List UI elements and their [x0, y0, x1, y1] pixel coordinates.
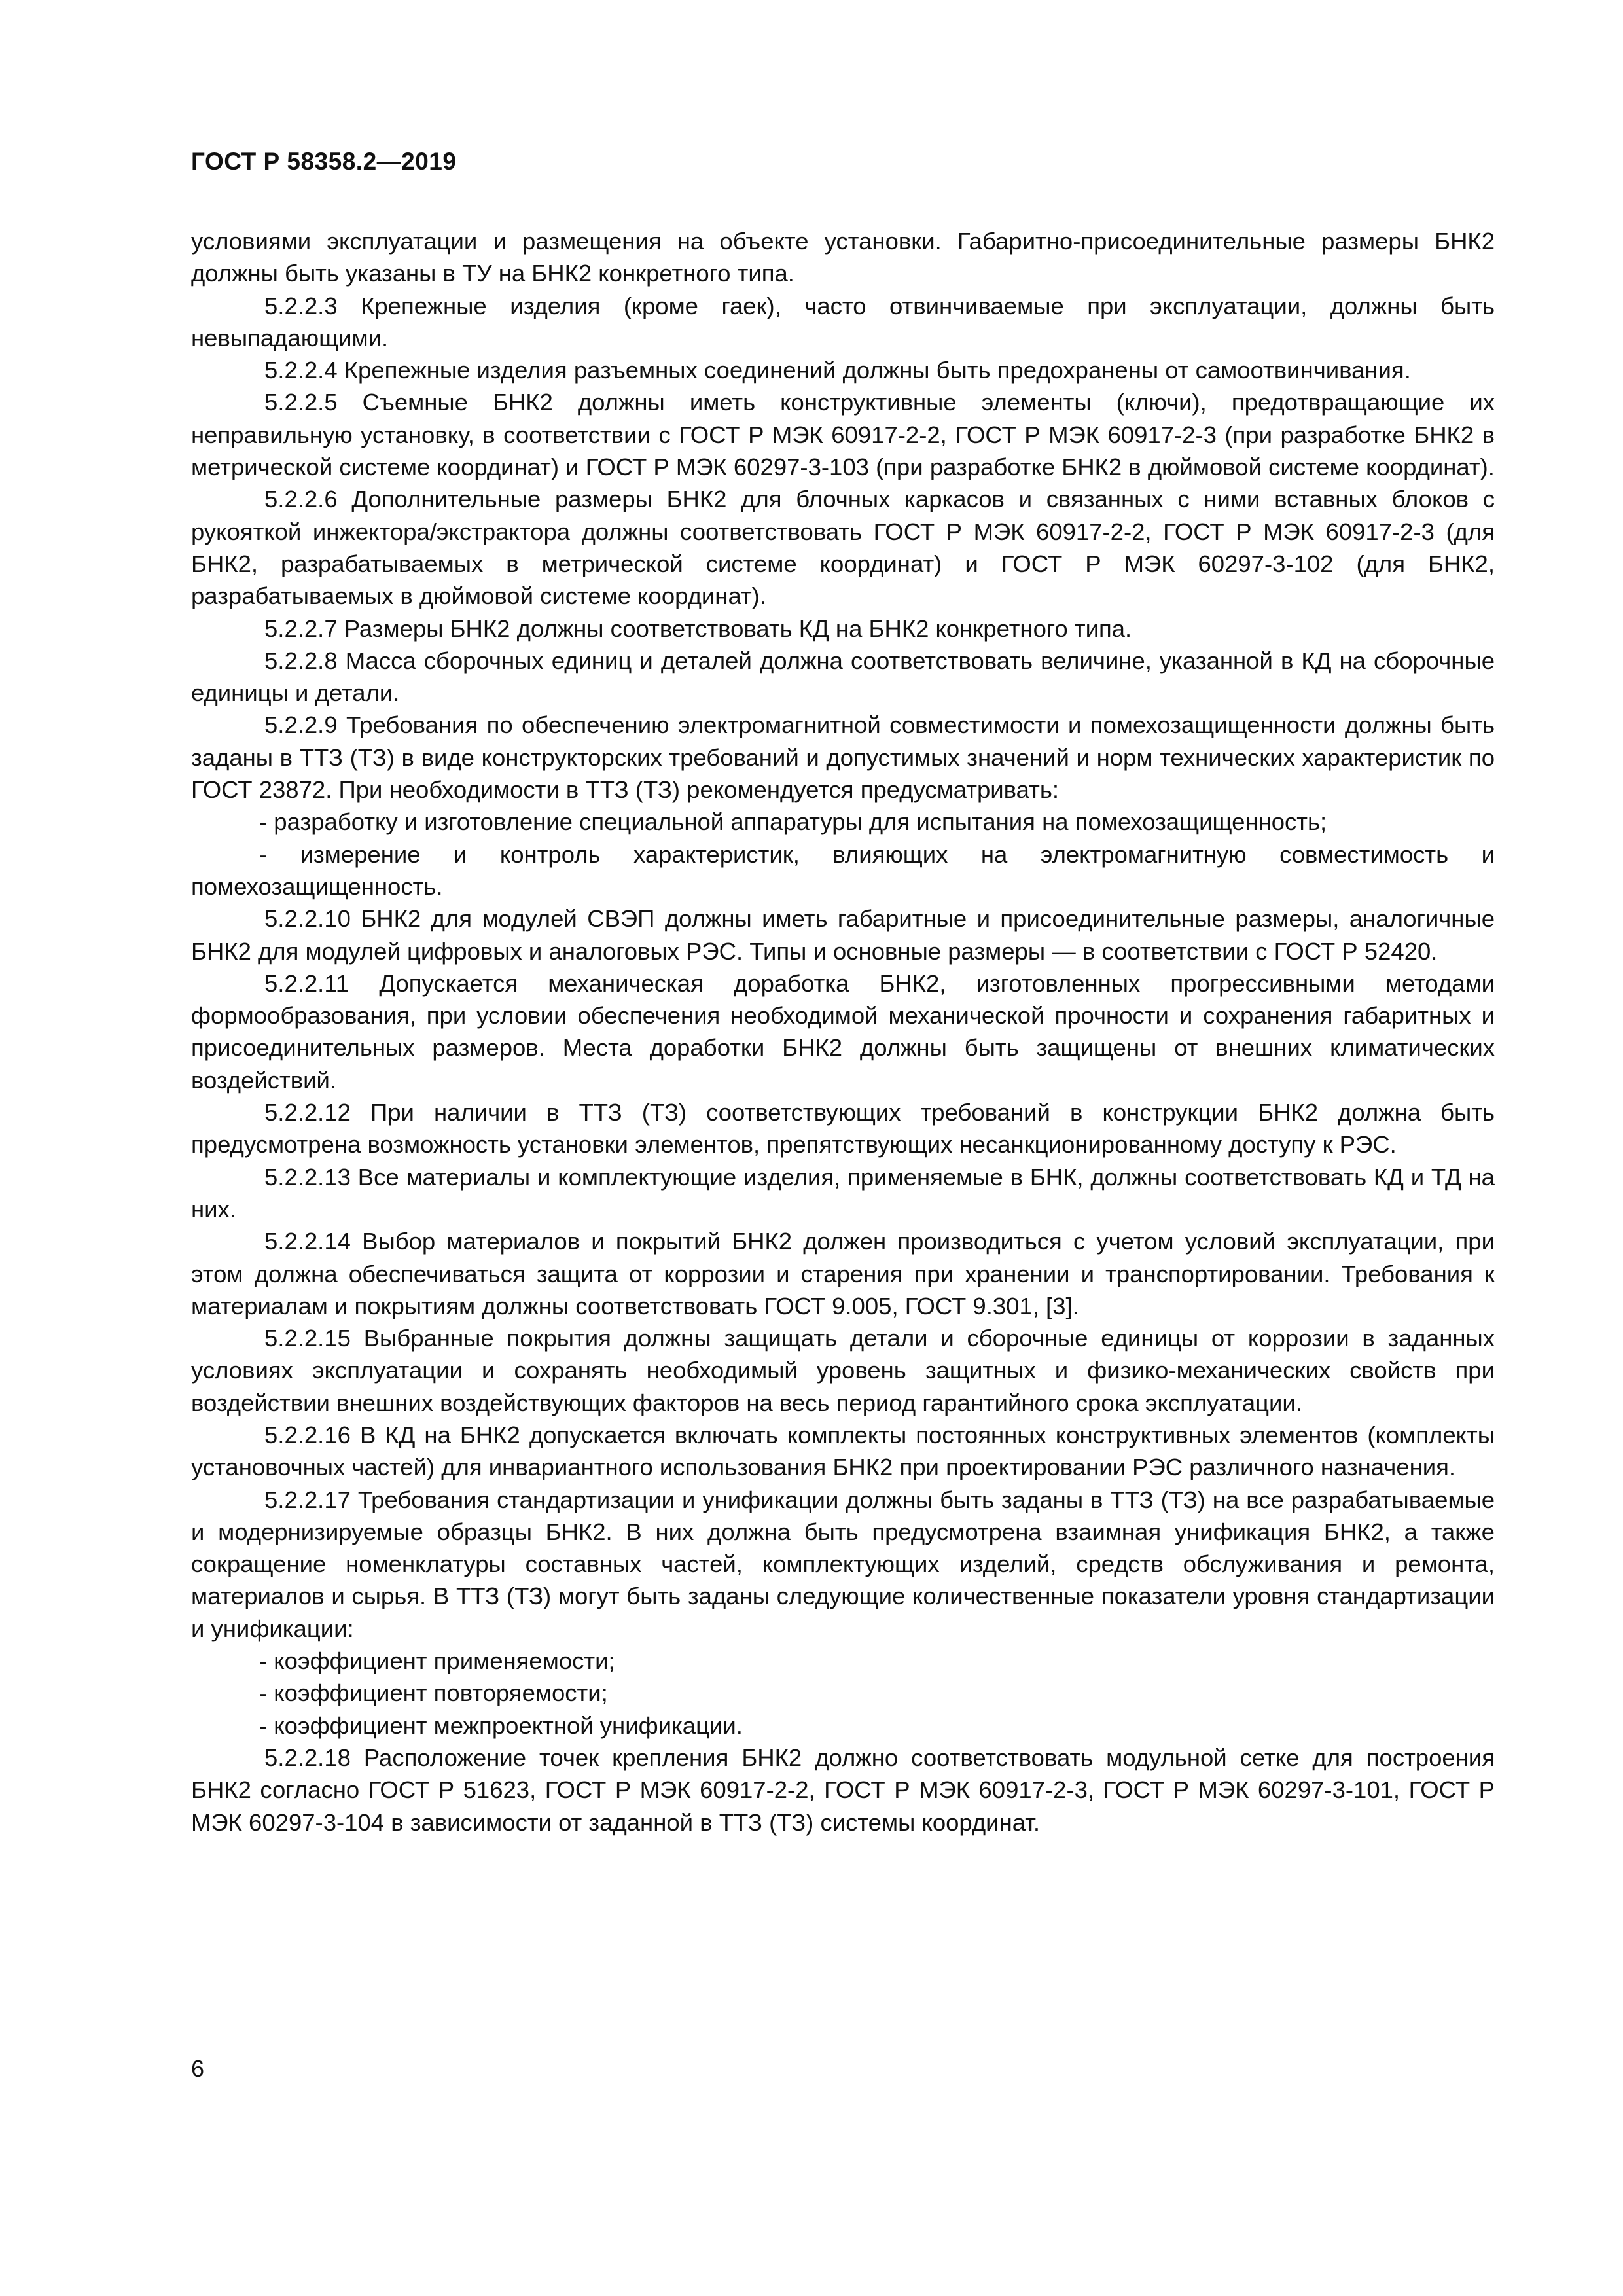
paragraph-5-2-2-18: 5.2.2.18 Расположение точек крепления БНК2 должно соответствовать модульной сетке для построения БНК2 согласно ГОСТ Р 51623, ГОСТ Р МЭК 60917-2-2, ГОСТ Р МЭК 60917-2-3, ГОСТ Р МЭК 60297-3-101, ГОСТ Р МЭК 60297-3-104 в зависимости от заданной в ТТЗ (ТЗ) системы координат.: [191, 1744, 1495, 1836]
paragraph-5-2-2-13: 5.2.2.13 Все материалы и комплектующие изделия, применяемые в БНК, должны соответствовать КД и ТД на них.: [191, 1163, 1495, 1223]
paragraph-5-2-2-17: 5.2.2.17 Требования стандартизации и унификации должны быть заданы в ТТЗ (ТЗ) на все разрабатываемые и модернизируемые образцы БНК2. В них должна быть предусмотрена взаимная унификация БНК2, а также сокращение номенклатуры составных частей, комплектующих изделий, средств обслуживания и ремонта, материалов и сырья. В ТТЗ (ТЗ) могут быть заданы следующие количественные показатели уровня стандартизации и унификации:: [191, 1486, 1495, 1642]
standard-designation: ГОСТ Р 58358.2—2019: [191, 148, 457, 175]
paragraph-5-2-2-10: 5.2.2.10 БНК2 для модулей СВЭП должны иметь габаритные и присоединительные размеры, аналогичные БНК2 для модулей цифровых и аналоговых РЭС. Типы и основные размеры — в соответствии с ГОСТ Р 52420.: [191, 905, 1495, 965]
paragraph-5-2-2-8: 5.2.2.8 Масса сборочных единиц и деталей должна соответствовать величине, указанной в КД на сборочные единицы и детали.: [191, 647, 1495, 707]
paragraph-continuation: условиями эксплуатации и размещения на объекте установки. Габаритно-присоединительные размеры БНК2 должны быть указаны в ТУ на БНК2 конкретного типа.: [191, 228, 1495, 287]
paragraph-5-2-2-4: 5.2.2.4 Крепежные изделия разъемных соединений должны быть предохранены от самоотвинчивания.: [264, 357, 1411, 384]
list-item: - коэффициент межпроектной унификации.: [259, 1712, 743, 1739]
list-item: - измерение и контроль характеристик, влияющих на электромагнитную совместимость и помехозащищенность.: [191, 840, 1495, 900]
paragraph-5-2-2-14: 5.2.2.14 Выбор материалов и покрытий БНК2 должен производиться с учетом условий эксплуатации, при этом должна обеспечиваться защита от коррозии и старения при хранении и транспортировании. Требования к материалам и покрытиям должны соответствовать ГОСТ 9.005, ГОСТ 9.301, [3].: [191, 1228, 1495, 1319]
paragraph-5-2-2-16: 5.2.2.16 В КД на БНК2 допускается включать комплекты постоянных конструктивных элементов (комплекты установочных частей) для инвариантного использования БНК2 при проектировании РЭС различного назначения.: [191, 1421, 1495, 1481]
paragraph-5-2-2-15: 5.2.2.15 Выбранные покрытия должны защищать детали и сборочные единицы от коррозии в заданных условиях эксплуатации и сохранять необходимый уровень защитных и физико-механических свойств при воздействии внешних воздействующих факторов на весь период гарантийного срока эксплуатации.: [191, 1325, 1495, 1416]
paragraph-5-2-2-11: 5.2.2.11 Допускается механическая доработка БНК2, изготовленных прогрессивными методами формообразования, при условии обеспечения необходимой механической прочности и сохранения габаритных и присоединительных размеров. Места доработки БНК2 должны быть защищены от внешних климатических воздействий.: [191, 969, 1495, 1094]
list-item: - разработку и изготовление специальной аппаратуры для испытания на помехозащищенность;: [259, 808, 1327, 836]
paragraph-5-2-2-3: 5.2.2.3 Крепежные изделия (кроме гаек), часто отвинчиваемые при эксплуатации, должны быть невыпадающими.: [191, 292, 1495, 351]
list-item: - коэффициент применяемости;: [259, 1647, 615, 1675]
document-body: [191, 225, 1495, 1839]
paragraph-5-2-2-6: 5.2.2.6 Дополнительные размеры БНК2 для блочных каркасов и связанных с ними вставных блоков с рукояткой инжектора/экстрактора должны соответствовать ГОСТ Р МЭК 60917-2-2, ГОСТ Р МЭК 60917-2-3 (для БНК2, разрабатываемых в метрической системе координат) и ГОСТ Р МЭК 60297-3-102 (для БНК2, разрабатываемых в дюймовой системе координат).: [191, 486, 1495, 610]
list-item: - коэффициент повторяемости;: [259, 1679, 608, 1707]
paragraph-5-2-2-9: 5.2.2.9 Требования по обеспечению электромагнитной совместимости и помехозащищенности должны быть заданы в ТТЗ (ТЗ) в виде конструкторских требований и допустимых значений и норм технических характеристик по ГОСТ 23872. При необходимости в ТТЗ (ТЗ) рекомендуется предусматривать:: [191, 711, 1495, 804]
paragraph-5-2-2-7: 5.2.2.7 Размеры БНК2 должны соответствовать КД на БНК2 конкретного типа.: [264, 615, 1132, 642]
page-number: 6: [191, 2055, 205, 2082]
paragraph-5-2-2-5: 5.2.2.5 Съемные БНК2 должны иметь конструктивные элементы (ключи), предотвращающие их неправильную установку, в соответствии с ГОСТ Р МЭК 60917-2-2, ГОСТ Р МЭК 60917-2-3 (при разработке БНК2 в метрической системе координат) и ГОСТ Р МЭК 60297-3-103 (при разработке БНК2 в дюймовой системе координат).: [191, 389, 1495, 481]
paragraph-5-2-2-12: 5.2.2.12 При наличии в ТТЗ (ТЗ) соответствующих требований в конструкции БНК2 должна быть предусмотрена возможность установки элементов, препятствующих несанкционированному доступу к РЭС.: [191, 1099, 1495, 1158]
